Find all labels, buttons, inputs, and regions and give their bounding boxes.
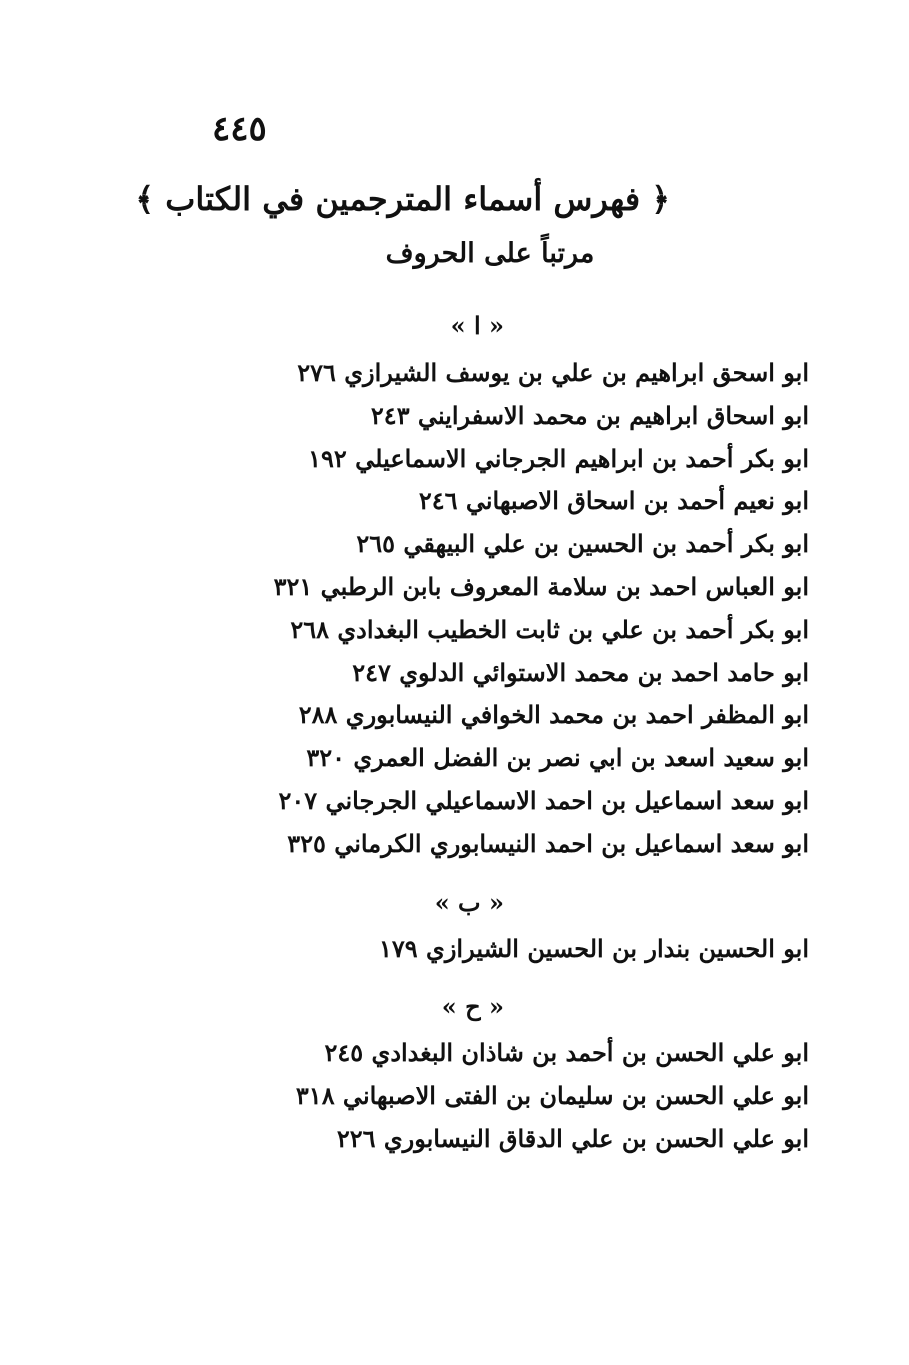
index-entry: ابو نعيم أحمد بن اسحاق الاصبهاني ٢٤٦: [418, 486, 809, 516]
index-entry: ابو علي الحسن بن أحمد بن شاذان البغدادي ٢٤٥: [324, 1038, 809, 1068]
section-gap: [289, 970, 809, 982]
index-entry: ابو سعد اسماعيل بن احمد الاسماعيلي الجرجاني ٢٠٧: [278, 785, 809, 815]
index-entry: ابو علي الحسن بن سليمان بن الفتى الاصبهاني ٣١٨: [295, 1081, 809, 1111]
index-entry: ابو بكر أحمد بن ابراهيم الجرجاني الاسماعيلي ١٩٢: [308, 443, 809, 473]
index-entry: ابو بكر أحمد بن علي بن ثابت الخطيب البغدادي ٢٦٨: [290, 614, 809, 644]
index-entry: ابو المظفر احمد بن محمد الخوافي النيسابوري ٢٨٨: [298, 700, 809, 730]
letter-heading-alif: « ا »: [450, 311, 504, 340]
index-entry: ابو اسحاق ابراهيم بن محمد الاسفرايني ٢٤٣: [370, 400, 809, 430]
index-entry: ابو علي الحسن بن علي الدقاق النيسابوري ٢٢٦: [336, 1123, 809, 1153]
index-entry: ابو بكر أحمد بن الحسين بن علي البيهقي ٢٦٥: [356, 529, 809, 559]
letter-heading-ha: « ح »: [441, 992, 504, 1022]
index-entry: ابو سعد اسماعيل بن احمد النيسابوري الكرماني ٣٢٥: [287, 828, 809, 858]
index-entry: ابو سعيد اسعد بن ابي نصر بن الفضل العمري ٣٢٠: [306, 743, 809, 773]
letter-heading-ba: « ب »: [434, 887, 504, 917]
index-entry: ابو حامد احمد بن محمد الاستوائي الدلوي ٢٤٧: [352, 657, 809, 687]
index-title: ﴿ فهرس أسماء المترجمين في الكتاب ﴾: [135, 180, 670, 218]
index-list: [273, 300, 809, 1161]
index-entry: ابو الحسين بندار بن الحسين الشيرازي ١٧٩: [379, 933, 809, 963]
index-entry: ابو اسحق ابراهيم بن علي بن يوسف الشيرازي ٢٧٦: [297, 358, 809, 387]
section-gap: [289, 866, 809, 878]
index-subtitle: مرتباً على الحروف: [385, 238, 595, 269]
index-entry: ابو العباس احمد بن سلامة المعروف بابن الرطبي ٣٢١: [273, 571, 809, 601]
page-number: ٤٤٥: [212, 109, 267, 149]
